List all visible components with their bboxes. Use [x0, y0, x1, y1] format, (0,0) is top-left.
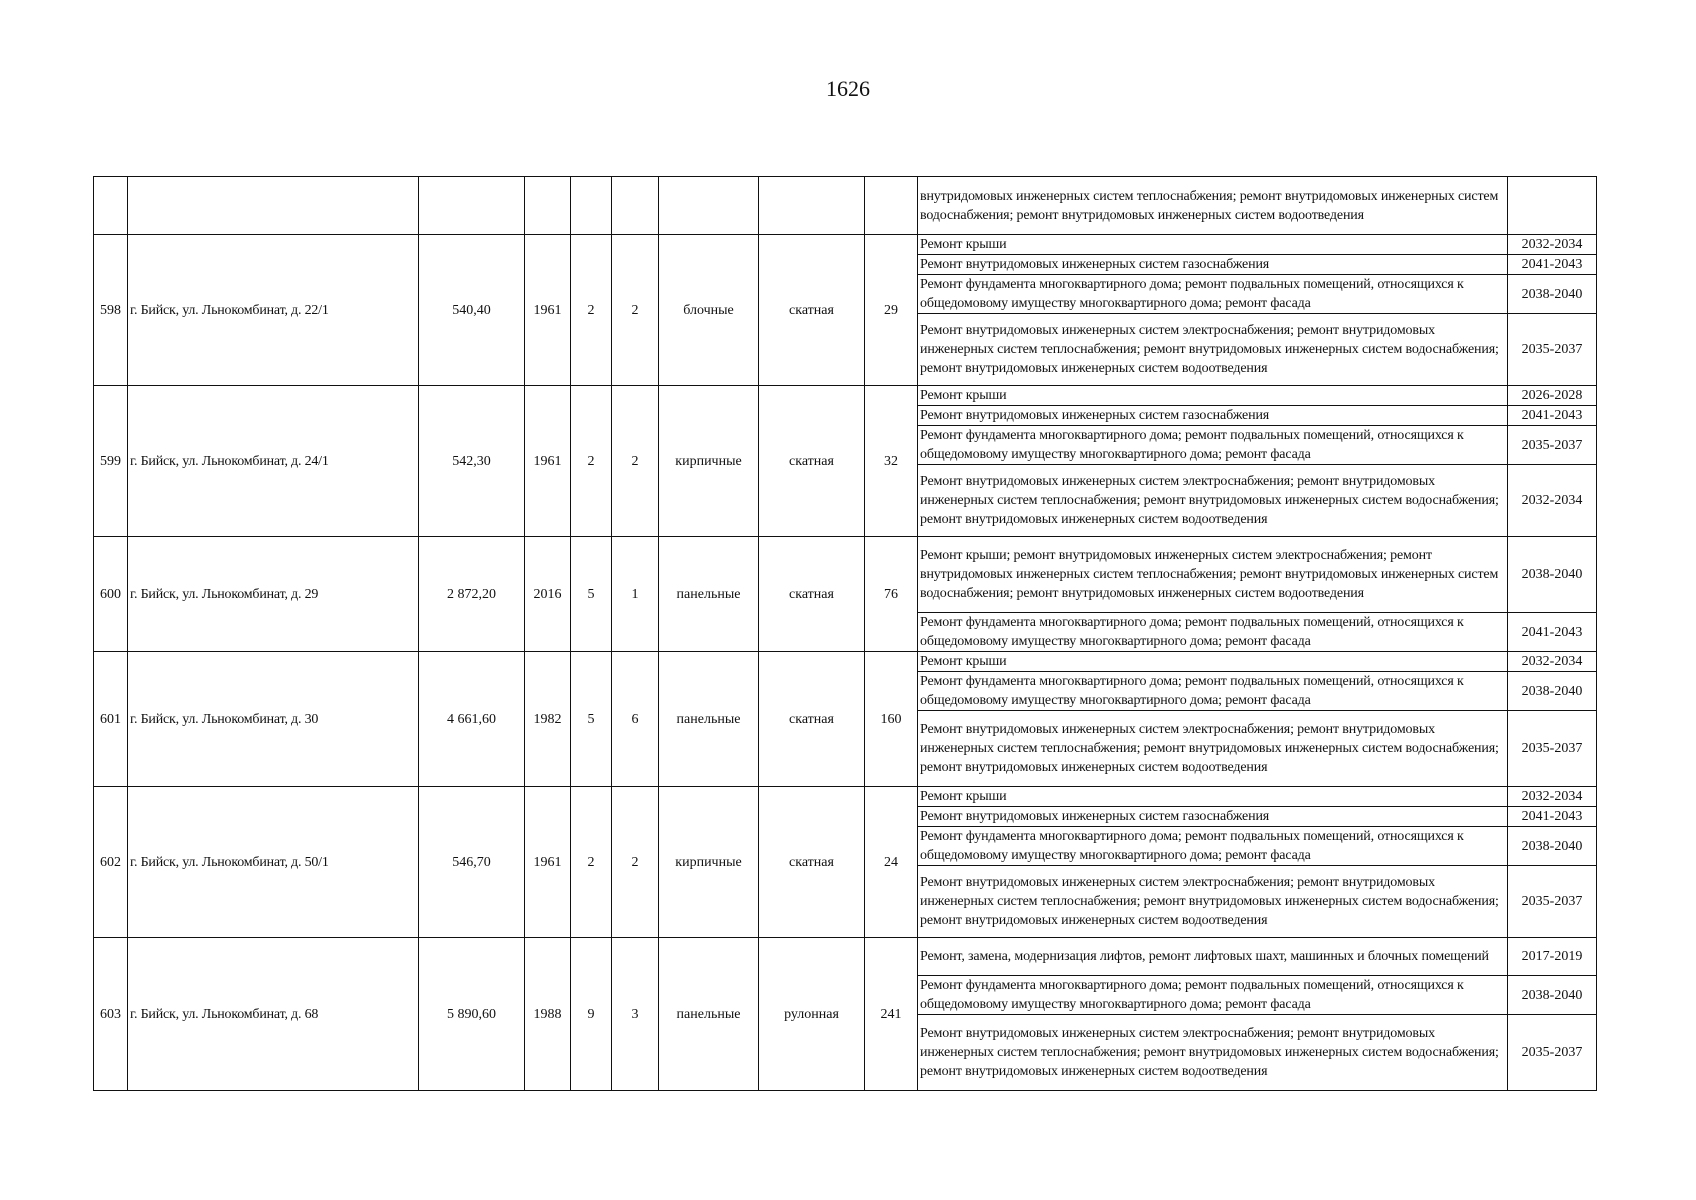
table-row [94, 652, 1597, 672]
work-description: Ремонт фундамента многоквартирного дома; ремонт подвальных помещений, относящихся к общедомовому имуществу многоквартирного дома; ремонт фасада [918, 827, 1508, 866]
work-period: 2038-2040 [1508, 275, 1597, 314]
work-description: Ремонт крыши [918, 235, 1508, 255]
entrances: 2 [612, 386, 659, 537]
floors: 9 [571, 938, 612, 1091]
wall-material: кирпичные [659, 386, 759, 537]
row-number: 601 [94, 652, 128, 787]
roof-type: скатная [759, 537, 865, 652]
table-row [94, 235, 1597, 255]
work-period: 2032-2034 [1508, 465, 1597, 537]
work-period: 2035-2037 [1508, 426, 1597, 465]
wall-material: панельные [659, 652, 759, 787]
roof-type: рулонная [759, 938, 865, 1091]
total-area: 540,40 [419, 235, 525, 386]
floors: 5 [571, 537, 612, 652]
capital-repair-table [93, 176, 1597, 1091]
residents: 76 [865, 537, 918, 652]
work-description: Ремонт крыши [918, 652, 1508, 672]
row-number: 599 [94, 386, 128, 537]
entrances: 1 [612, 537, 659, 652]
table-body [94, 177, 1597, 1091]
residents: 29 [865, 235, 918, 386]
table-row [94, 938, 1597, 976]
address: г. Бийск, ул. Льнокомбинат, д. 22/1 [128, 235, 419, 386]
roof-type: скатная [759, 787, 865, 938]
work-description: Ремонт фундамента многоквартирного дома; ремонт подвальных помещений, относящихся к общедомовому имуществу многоквартирного дома; ремонт фасада [918, 426, 1508, 465]
work-period: 2017-2019 [1508, 938, 1597, 976]
roof-type: скатная [759, 652, 865, 787]
work-description: Ремонт, замена, модернизация лифтов, ремонт лифтовых шахт, машинных и блочных помещений [918, 938, 1508, 976]
empty-cell [659, 177, 759, 235]
wall-material: кирпичные [659, 787, 759, 938]
table-row [94, 177, 1597, 235]
entrances: 2 [612, 235, 659, 386]
row-number: 600 [94, 537, 128, 652]
year-built: 1988 [525, 938, 571, 1091]
year-built: 1982 [525, 652, 571, 787]
work-period: 2041-2043 [1508, 406, 1597, 426]
work-description: Ремонт крыши [918, 386, 1508, 406]
address: г. Бийск, ул. Льнокомбинат, д. 30 [128, 652, 419, 787]
work-description: Ремонт внутридомовых инженерных систем электроснабжения; ремонт внутридомовых инженерных систем теплоснабжения; ремонт внутридомовых инженерных систем водоснабжения; ремонт внутридомовых инженерных систем водоотведения [918, 1015, 1508, 1091]
total-area: 2 872,20 [419, 537, 525, 652]
floors: 2 [571, 386, 612, 537]
row-number: 598 [94, 235, 128, 386]
wall-material: панельные [659, 537, 759, 652]
total-area: 4 661,60 [419, 652, 525, 787]
empty-cell [128, 177, 419, 235]
work-period [1508, 177, 1597, 235]
year-built: 1961 [525, 235, 571, 386]
total-area: 542,30 [419, 386, 525, 537]
empty-cell [865, 177, 918, 235]
address: г. Бийск, ул. Льнокомбинат, д. 24/1 [128, 386, 419, 537]
work-description: Ремонт внутридомовых инженерных систем электроснабжения; ремонт внутридомовых инженерных систем теплоснабжения; ремонт внутридомовых инженерных систем водоснабжения; ремонт внутридомовых инженерных систем водоотведения [918, 465, 1508, 537]
work-description: Ремонт фундамента многоквартирного дома; ремонт подвальных помещений, относящихся к общедомовому имуществу многоквартирного дома; ремонт фасада [918, 976, 1508, 1015]
work-period: 2035-2037 [1508, 1015, 1597, 1091]
address: г. Бийск, ул. Льнокомбинат, д. 68 [128, 938, 419, 1091]
work-period: 2038-2040 [1508, 537, 1597, 613]
roof-type: скатная [759, 386, 865, 537]
work-period: 2041-2043 [1508, 255, 1597, 275]
residents: 160 [865, 652, 918, 787]
table-row [94, 787, 1597, 807]
entrances: 2 [612, 787, 659, 938]
page-number: 1626 [826, 76, 870, 101]
work-period: 2038-2040 [1508, 672, 1597, 711]
work-period: 2041-2043 [1508, 807, 1597, 827]
work-period: 2026-2028 [1508, 386, 1597, 406]
work-period: 2035-2037 [1508, 314, 1597, 386]
work-period: 2035-2037 [1508, 866, 1597, 938]
table-row [94, 386, 1597, 406]
empty-cell [571, 177, 612, 235]
work-description: Ремонт внутридомовых инженерных систем электроснабжения; ремонт внутридомовых инженерных систем теплоснабжения; ремонт внутридомовых инженерных систем водоснабжения; ремонт внутридомовых инженерных систем водоотведения [918, 866, 1508, 938]
year-built: 1961 [525, 787, 571, 938]
work-description: Ремонт фундамента многоквартирного дома; ремонт подвальных помещений, относящихся к общедомовому имуществу многоквартирного дома; ремонт фасада [918, 275, 1508, 314]
row-number: 603 [94, 938, 128, 1091]
work-period: 2032-2034 [1508, 235, 1597, 255]
work-description: Ремонт крыши; ремонт внутридомовых инженерных систем электроснабжения; ремонт внутридомовых инженерных систем теплоснабжения; ремонт внутридомовых инженерных систем водоснабжения; ремонт внутридомовых инженерных систем водоотведения [918, 537, 1508, 613]
work-description: внутридомовых инженерных систем теплоснабжения; ремонт внутридомовых инженерных систем водоснабжения; ремонт внутридомовых инженерных систем водоотведения [918, 177, 1508, 235]
work-period: 2041-2043 [1508, 613, 1597, 652]
empty-cell [525, 177, 571, 235]
work-description: Ремонт фундамента многоквартирного дома; ремонт подвальных помещений, относящихся к общедомовому имуществу многоквартирного дома; ремонт фасада [918, 613, 1508, 652]
empty-cell [759, 177, 865, 235]
address: г. Бийск, ул. Льнокомбинат, д. 29 [128, 537, 419, 652]
entrances: 3 [612, 938, 659, 1091]
work-description: Ремонт внутридомовых инженерных систем электроснабжения; ремонт внутридомовых инженерных систем теплоснабжения; ремонт внутридомовых инженерных систем водоснабжения; ремонт внутридомовых инженерных систем водоотведения [918, 711, 1508, 787]
roof-type: скатная [759, 235, 865, 386]
wall-material: блочные [659, 235, 759, 386]
address: г. Бийск, ул. Льнокомбинат, д. 50/1 [128, 787, 419, 938]
work-period: 2038-2040 [1508, 976, 1597, 1015]
floors: 5 [571, 652, 612, 787]
empty-cell [94, 177, 128, 235]
entrances: 6 [612, 652, 659, 787]
residents: 24 [865, 787, 918, 938]
residents: 32 [865, 386, 918, 537]
work-period: 2035-2037 [1508, 711, 1597, 787]
work-description: Ремонт внутридомовых инженерных систем газоснабжения [918, 406, 1508, 426]
empty-cell [419, 177, 525, 235]
year-built: 2016 [525, 537, 571, 652]
table-row [94, 537, 1597, 613]
work-description: Ремонт фундамента многоквартирного дома; ремонт подвальных помещений, относящихся к общедомовому имуществу многоквартирного дома; ремонт фасада [918, 672, 1508, 711]
total-area: 546,70 [419, 787, 525, 938]
residents: 241 [865, 938, 918, 1091]
work-period: 2032-2034 [1508, 652, 1597, 672]
floors: 2 [571, 235, 612, 386]
empty-cell [612, 177, 659, 235]
total-area: 5 890,60 [419, 938, 525, 1091]
work-description: Ремонт внутридомовых инженерных систем газоснабжения [918, 255, 1508, 275]
work-period: 2032-2034 [1508, 787, 1597, 807]
row-number: 602 [94, 787, 128, 938]
work-description: Ремонт внутридомовых инженерных систем газоснабжения [918, 807, 1508, 827]
floors: 2 [571, 787, 612, 938]
work-period: 2038-2040 [1508, 827, 1597, 866]
work-description: Ремонт крыши [918, 787, 1508, 807]
wall-material: панельные [659, 938, 759, 1091]
year-built: 1961 [525, 386, 571, 537]
work-description: Ремонт внутридомовых инженерных систем электроснабжения; ремонт внутридомовых инженерных систем теплоснабжения; ремонт внутридомовых инженерных систем водоснабжения; ремонт внутридомовых инженерных систем водоотведения [918, 314, 1508, 386]
